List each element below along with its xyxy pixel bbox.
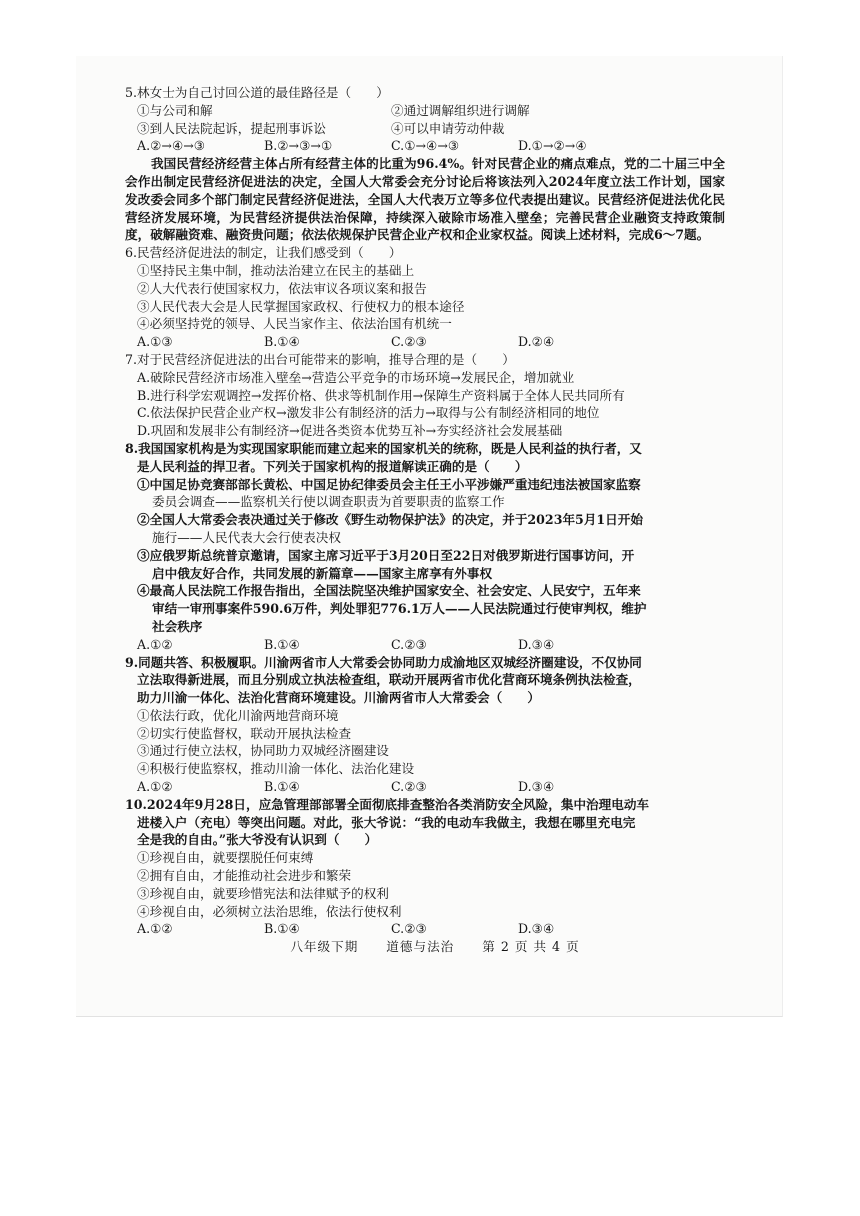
q9-item-1: ①依法行政，优化川渝两地营商环境	[137, 707, 339, 723]
q5-choice-c[interactable]: C.①→④→③	[391, 138, 460, 154]
q8-item-4-line2: 审结一审刑事案件590.6万件，判处罪犯776.1万人——人民法院通过行使审判权，维护	[152, 601, 647, 617]
q10-stem-line2: 进楼入户（充电）等突出问题。对此，张大爷说：“我的电动车我做主，我想在哪里充电完	[137, 814, 636, 830]
footer-page-number: 第 2 页 共 4 页	[482, 939, 580, 954]
q5-choices	[125, 137, 725, 155]
q6-stem: 6.民营经济促进法的制定，让我们感受到（ ）	[125, 245, 402, 261]
q6-choice-a[interactable]: A.①③	[137, 334, 173, 350]
q10-choice-c[interactable]: C.②③	[391, 921, 427, 937]
q6-choice-b[interactable]: B.①④	[264, 334, 300, 350]
page-footer	[0, 936, 860, 955]
q5-item-3: ③到人民法院起诉，提起刑事诉讼	[137, 120, 326, 136]
q7-choice-d[interactable]: D.巩固和发展非公有制经济→促进各类资本优势互补→夯实经济社会发展基础	[137, 423, 563, 439]
q5-choice-a[interactable]: A.②→④→③	[137, 138, 206, 154]
q10-stem-line3: 全是我的自由。”张大爷没有认识到（ ）	[137, 832, 378, 848]
q8-item-4-line1: ④最高人民法院工作报告指出，全国法院坚决维护国家安全、社会安定、人民安宁，五年来	[137, 583, 641, 599]
q7-stem: 7.对于民营经济促进法的出台可能带来的影响，推导合理的是（ ）	[125, 351, 515, 367]
q8-choice-a[interactable]: A.①②	[137, 636, 173, 652]
q9-choice-a[interactable]: A.①②	[137, 779, 173, 795]
q9-stem-line2: 立法取得新进展，而且分别成立执法检查组，联动开展两省市优化营商环境条例执法检查，	[137, 672, 641, 688]
q10-item-2: ②拥有自由，才能推动社会进步和繁荣	[137, 868, 352, 884]
q7-choice-a[interactable]: A.破除民营经济市场准入壁垒→营造公平竞争的市场环境→发展民企，增加就业	[137, 369, 575, 385]
q6-item-3: ③人民代表大会是人民掌握国家政权、行使权力的根本途径	[137, 298, 465, 314]
q5-stem: 5.林女士为自己讨回公道的最佳路径是（ ）	[125, 85, 389, 100]
q10-item-3: ③珍视自由，就要珍惜宪法和法律赋予的权利	[137, 885, 389, 901]
q8-item-1-line1: ①中国足协竞赛部部长黄松、中国足协纪律委员会主任王小平涉嫌严重违纪违法被国家监察	[137, 476, 641, 492]
q9-item-2: ②切实行使监督权，联动开展执法检查	[137, 725, 352, 741]
exam-content	[125, 84, 725, 938]
q10-item-1: ①珍视自由，就要摆脱任何束缚	[137, 850, 314, 866]
footer-subject: 道德与法治	[386, 939, 455, 954]
q6-item-4: ④必须坚持党的领导、人民当家作主、依法治国有机统一	[137, 316, 452, 332]
q5-items-row1	[125, 102, 725, 120]
q8-choice-b[interactable]: B.①④	[264, 636, 300, 652]
q8-stem-line2: 是人民利益的捍卫者。下列关于国家机构的报道解读正确的是（ ）	[137, 458, 528, 474]
q5-item-2: ②通过调解组织进行调解	[391, 102, 530, 118]
q10-choice-d[interactable]: D.③④	[518, 921, 555, 937]
q8-item-2-line1: ②全国人大常委会表决通过关于修改《野生动物保护法》的决定，并于2023年5月1日开始	[137, 512, 643, 528]
footer-grade: 八年级下期	[290, 939, 359, 954]
q9-choice-d[interactable]: D.③④	[518, 779, 555, 795]
q6-choices	[125, 333, 725, 351]
q8-stem-line1: 8.我国国家机构是为实现国家职能而建立起来的国家机关的统称，既是人民利益的执行者，又	[125, 440, 642, 456]
q6-item-1: ①坚持民主集中制，推动法治建立在民主的基础上	[137, 262, 415, 278]
q5-item-1: ①与公司和解	[137, 102, 213, 118]
q5-items-row2	[125, 120, 725, 138]
q7-choice-c[interactable]: C.依法保护民营企业产权→激发非公有制经济的活力→取得与公有制经济相同的地位	[137, 405, 600, 421]
q5-item-4: ④可以申请劳动仲裁	[391, 120, 505, 136]
q8-item-3-line1: ③应俄罗斯总统普京邀请，国家主席习近平于3月20日至22日对俄罗斯进行国事访问，开	[137, 547, 635, 563]
q9-choices	[125, 778, 725, 796]
q10-item-4: ④珍视自由，必须树立法治思维，依法行使权利	[137, 903, 402, 919]
q5-choice-d[interactable]: D.①→②→④	[518, 138, 587, 154]
q10-choice-b[interactable]: B.①④	[264, 921, 300, 937]
q8-item-1-line2: 委员会调查——监察机关行使以调查职责为首要职责的监察工作	[152, 494, 505, 510]
q9-choice-c[interactable]: C.②③	[391, 779, 427, 795]
q8-choices	[125, 636, 725, 654]
q10-choice-a[interactable]: A.①②	[137, 921, 173, 937]
q8-choice-d[interactable]: D.③④	[518, 636, 555, 652]
q9-item-4: ④积极行使监察权，推动川渝一体化、法治化建设	[137, 761, 415, 777]
q9-stem-line3: 助力川渝一体化、法治化营商环境建设。川渝两省市人大常委会（ ）	[137, 690, 540, 706]
q6-item-2: ②人大代表行使国家权力，依法审议各项议案和报告	[137, 280, 427, 296]
q10-stem-line1: 10.2024年9月28日，应急管理部部署全面彻底排查整治各类消防安全风险，集中治理电动车	[125, 796, 650, 812]
material-passage: 我国民营经济经营主体占所有经营主体的比重为96.4%。针对民营企业的痛点难点，党的二十届三中全会作出制定民营经济促进法的决定，全国人大常委会充分讨论后将该法列入2024年度立法工作计划，国家发改委会同多个部门制定民营经济促进法，全国人大代表万立等多位代表提出建议。民营经济促进法优化民营经济发展环境，为民营经济提供法治保障，持续深入破除市场准入壁垒；完善民营企业融资支持政策制度，破解融资难、融资贵问题；依法依规保护民营企业产权和企业家权益。阅读上述材料，完成6～7题。	[125, 156, 725, 243]
q8-item-2-line2: 施行——人民代表大会行使表决权	[152, 529, 341, 545]
q5-choice-b[interactable]: B.②→③→①	[264, 138, 333, 154]
q6-choice-c[interactable]: C.②③	[391, 334, 427, 350]
q9-item-3: ③通过行使立法权，协同助力双城经济圈建设	[137, 743, 389, 759]
q8-item-3-line2: 启中俄友好合作，共同发展的新篇章——国家主席享有外事权	[152, 565, 493, 581]
q8-choice-c[interactable]: C.②③	[391, 636, 427, 652]
q9-stem-line1: 9.同题共答、积极履职。川渝两省市人大常委会协同助力成渝地区双城经济圈建设，不仅协同	[125, 654, 642, 670]
q9-choice-b[interactable]: B.①④	[264, 779, 300, 795]
q8-item-4-line3: 社会秩序	[152, 618, 203, 634]
q6-choice-d[interactable]: D.②④	[518, 334, 555, 350]
q7-choice-b[interactable]: B.进行科学宏观调控→发挥价格、供求等机制作用→保障生产资料属于全体人民共同所有	[137, 387, 625, 403]
